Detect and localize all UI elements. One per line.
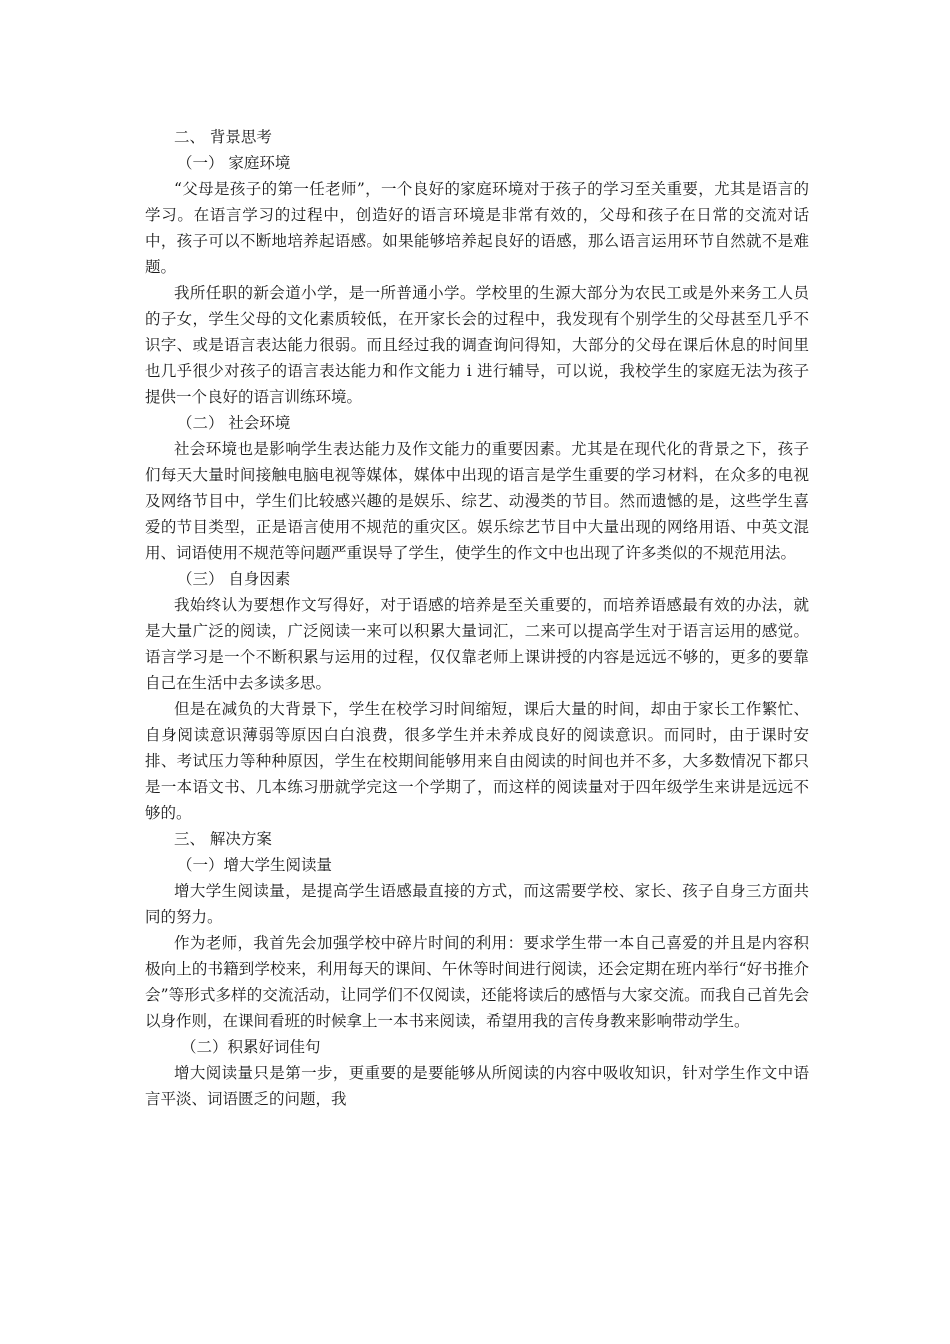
paragraph: “父母是孩子的第一任老师”，一个良好的家庭环境对于孩子的学习至关重要，尤其是语言的学习。在语言学习的过程中，创造好的语言环境是非常有效的，父母和孩子在日常的交流对话中，孩子可以不断地培养起语感。如果能够培养起良好的语感，那么语言运用环节自然就不是难题。 bbox=[145, 180, 809, 276]
paragraph: 社会环境也是影响学生表达能力及作文能力的重要因素。尤其是在现代化的背景之下，孩子们每天大量时间接触电脑电视等媒体，媒体中出现的语言是学生重要的学习材料，在众多的电视及网络节目中，学生们比较感兴趣的是娱乐、综艺、动漫类的节目。然而遗憾的是，这些学生喜爱的节目类型，正是语言使用不规范的重灾区。娱乐综艺节目中大量出现的网络用语、中英文混用、词语使用不规范等问题严重误导了学生，使学生的作文中也出现了许多类似的不规范用法。 bbox=[145, 440, 809, 562]
paragraph: 但是在减负的大背景下，学生在校学习时间缩短，课后大量的时间，却由于家长工作繁忙、自身阅读意识薄弱等原因白白浪费，很多学生并未养成良好的阅读意识。而同时，由于课时安排、考试压力等种种原因，学生在校期间能够用来自由阅读的时间也并不多，大多数情况下都只是一本语文书、几本练习册就学完这一个学期了，而这样的阅读量对于四年级学生来讲是远远不够的。 bbox=[145, 700, 809, 822]
section-heading-solutions: 三、 解决方案 bbox=[174, 830, 272, 848]
paragraph: 增大学生阅读量，是提高学生语感最直接的方式，而这需要学校、家长、孩子自身三方面共同的努力。 bbox=[145, 882, 809, 926]
subsection-heading-family: （一） 家庭环境 bbox=[177, 154, 291, 172]
paragraph: 作为老师，我首先会加强学校中碎片时间的利用：要求学生带一本自己喜爱的并且是内容积极向上的书籍到学校来，利用每天的课间、午休等时间进行阅读，还会定期在班内举行“好书推介会”等形式多样的交流活动，让同学们不仅阅读，还能将读后的感悟与大家交流。而我自己首先会以身作则，在课间看班的时候拿上一本书来阅读，希望用我的言传身教来影响带动学生。 bbox=[145, 934, 809, 1030]
subsection-heading-reading: （一）增大学生阅读量 bbox=[177, 856, 333, 874]
subsection-heading-vocabulary: （二）积累好词佳句 bbox=[181, 1038, 321, 1056]
subsection-heading-self: （三） 自身因素 bbox=[177, 570, 291, 588]
paragraph: 我所任职的新会道小学，是一所普通小学。学校里的生源大部分为农民工或是外来务工人员的子女，学生父母的文化素质较低，在开家长会的过程中，我发现有个别学生的父母甚至几乎不识字、或是语言表达能力很弱。而且经过我的调查询问得知，大部分的父母在课后休息的时间里也几乎很少对孩子的语言表达能力和作文能力 i 进行辅导，可以说，我校学生的家庭无法为孩子提供一个良好的语言训练环境。 bbox=[145, 284, 809, 406]
paragraph: 增大阅读量只是第一步，更重要的是要能够从所阅读的内容中吸收知识，针对学生作文中语言平淡、词语匮乏的问题，我 bbox=[145, 1064, 809, 1108]
document-body bbox=[145, 124, 809, 1112]
section-heading-background: 二、 背景思考 bbox=[174, 128, 272, 146]
paragraph: 我始终认为要想作文写得好，对于语感的培养是至关重要的，而培养语感最有效的办法，就是大量广泛的阅读，广泛阅读一来可以积累大量词汇，二来可以提高学生对于语言运用的感觉。语言学习是一个不断积累与运用的过程，仅仅靠老师上课讲授的内容是远远不够的，更多的要靠自己在生活中去多读多思。 bbox=[145, 596, 809, 692]
subsection-heading-society: （二） 社会环境 bbox=[177, 414, 291, 432]
